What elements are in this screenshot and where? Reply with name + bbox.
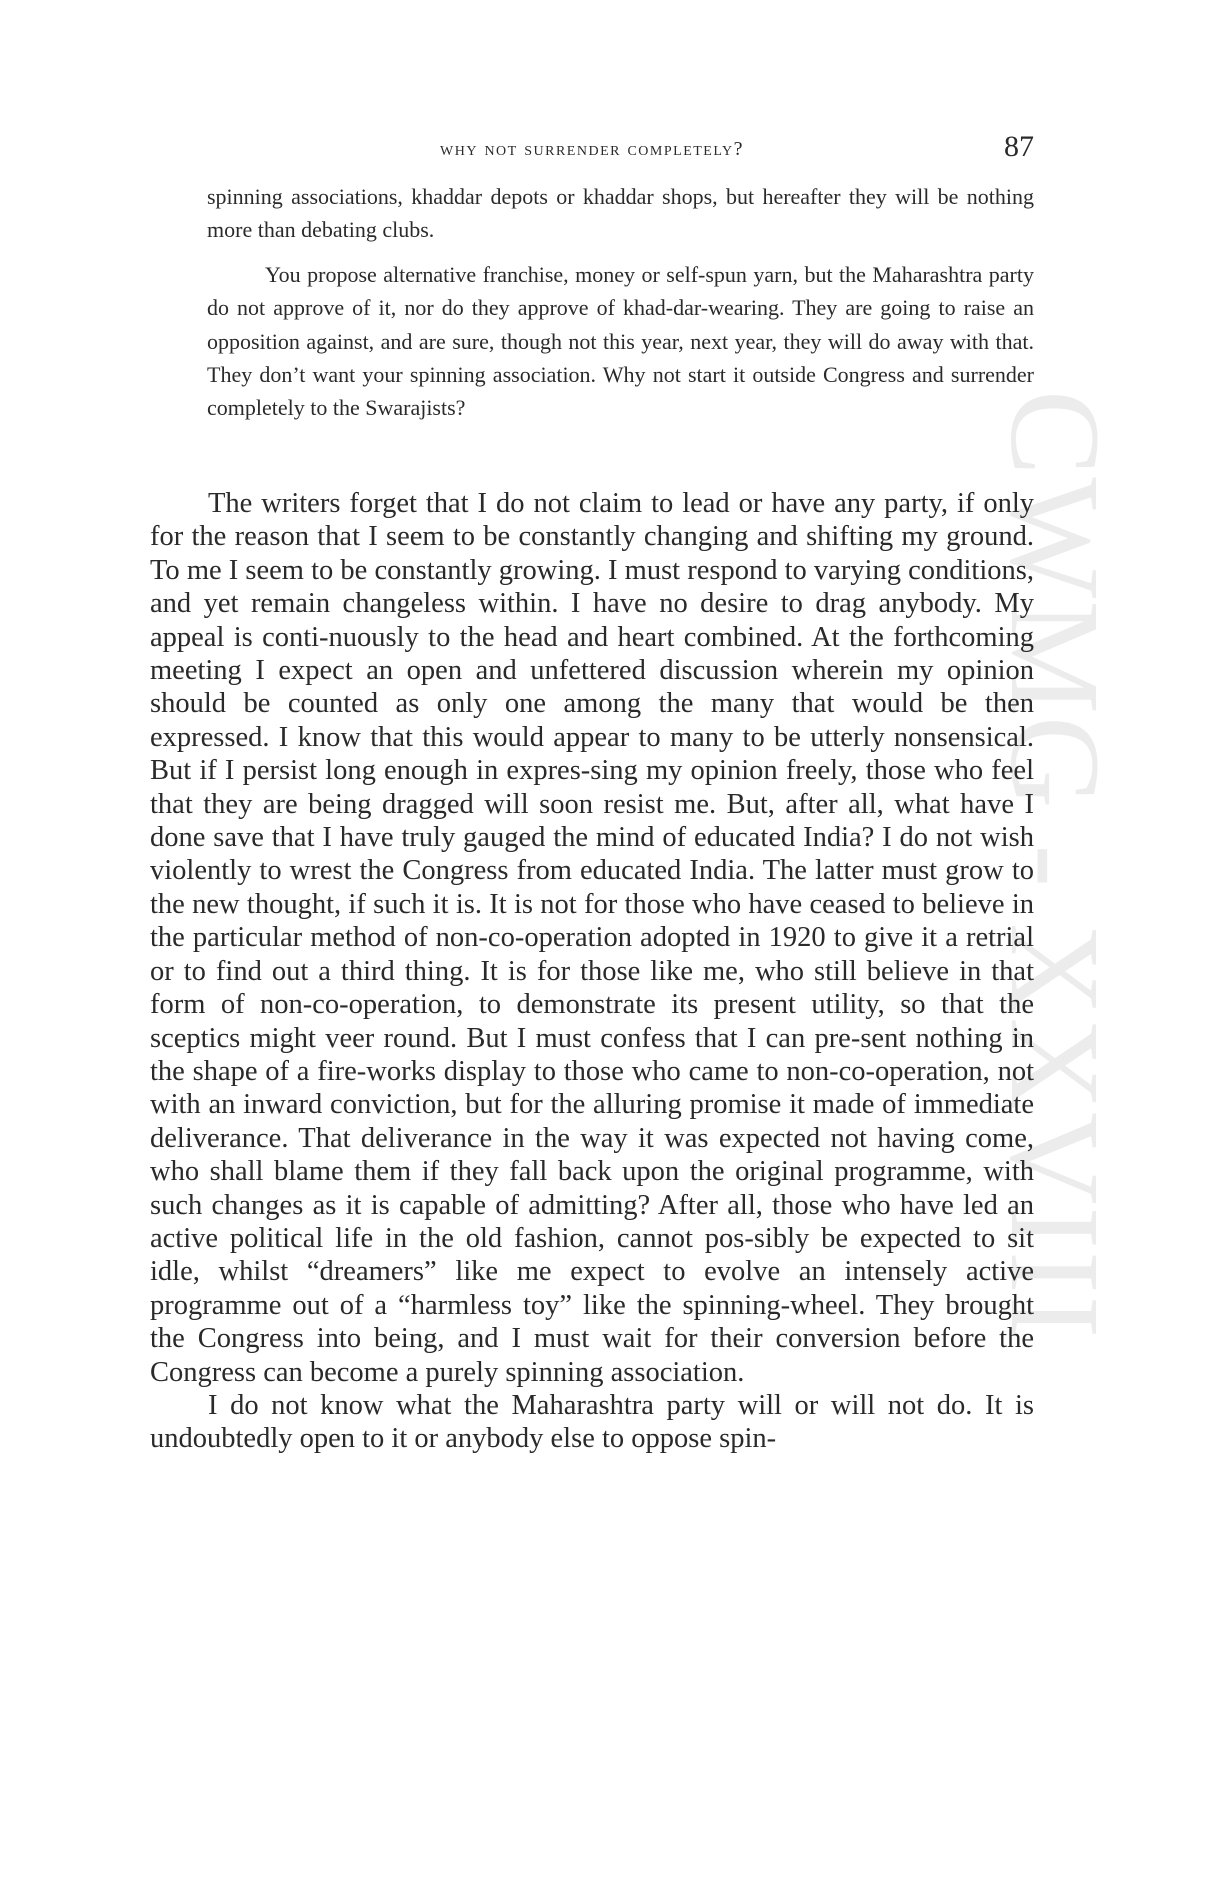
- body-text: [150, 487, 1034, 1456]
- quote-paragraph: You propose alternative franchise, money or self-spun yarn, but the Maharashtra party do not approve of it, nor do they approve of khad-dar-wearing. They are going to raise an opposition against, and are sure, though not this year, next year, they will do away with that. They don’t want your spinning association. Why not start it outside Congress and surrender completely to the Swarajists?: [207, 261, 1034, 421]
- page-header: [150, 130, 1034, 170]
- body-paragraph: The writers forget that I do not claim to lead or have any party, if only for the reason that I seem to be constantly changing and shifting my ground. To me I seem to be constantly growing. I must respond to varying conditions, and yet remain changeless within. I have no desire to drag anybody. My appeal is conti-nuously to the head and heart combined. At the forthcoming meeting I expect an open and unfettered discussion wherein my opinion should be counted as only one among the many that would be then expressed. I know that this would appear to many to be utterly nonsensical. But if I persist long enough in expres-sing my opinion freely, those who feel that they are being dragged will soon resist me. But, after all, what have I done save that I have truly gauged the mind of educated India? I do not wish violently to wrest the Congress from educated India. The latter must grow to the new thought, if such it is. It is not for those who have ceased to believe in the particular method of non-co-operation adopted in 1920 to give it a retrial or to find out a third thing. It is for those like me, who still believe in that form of non-co-operation, to demonstrate its present utility, so that the sceptics might veer round. But I must confess that I can pre-sent nothing in the shape of a fire-works display to those who came to non-co-operation, not with an inward conviction, but for the alluring promise it made of immediate deliverance. That deliverance in the way it was expected not having come, who shall blame them if they fall back upon the original programme, with such changes as it is capable of admitting? After all, those who have led an active political life in the old fashion, cannot pos-sibly be expected to sit idle, whilst “dreamers” like me expect to evolve an intensely active programme out of a “harmless toy” like the spinning-wheel. They brought the Congress into being, and I must wait for their conversion before the Congress can become a purely spinning association.: [150, 488, 1034, 1388]
- running-title: why not surrender completely?: [440, 138, 744, 160]
- watermark-text: CWMG - XXVIII: [984, 390, 1126, 1341]
- page-number: 87: [1004, 130, 1034, 163]
- body-paragraph: I do not know what the Maharashtra party will or will not do. It is undoubtedly open to it or anybody else to oppose spin-: [150, 1389, 1034, 1455]
- quoted-letter: [207, 180, 1034, 425]
- quote-paragraph: spinning associations, khaddar depots or khaddar shops, but hereafter they will be nothing more than debating clubs.: [207, 184, 1034, 243]
